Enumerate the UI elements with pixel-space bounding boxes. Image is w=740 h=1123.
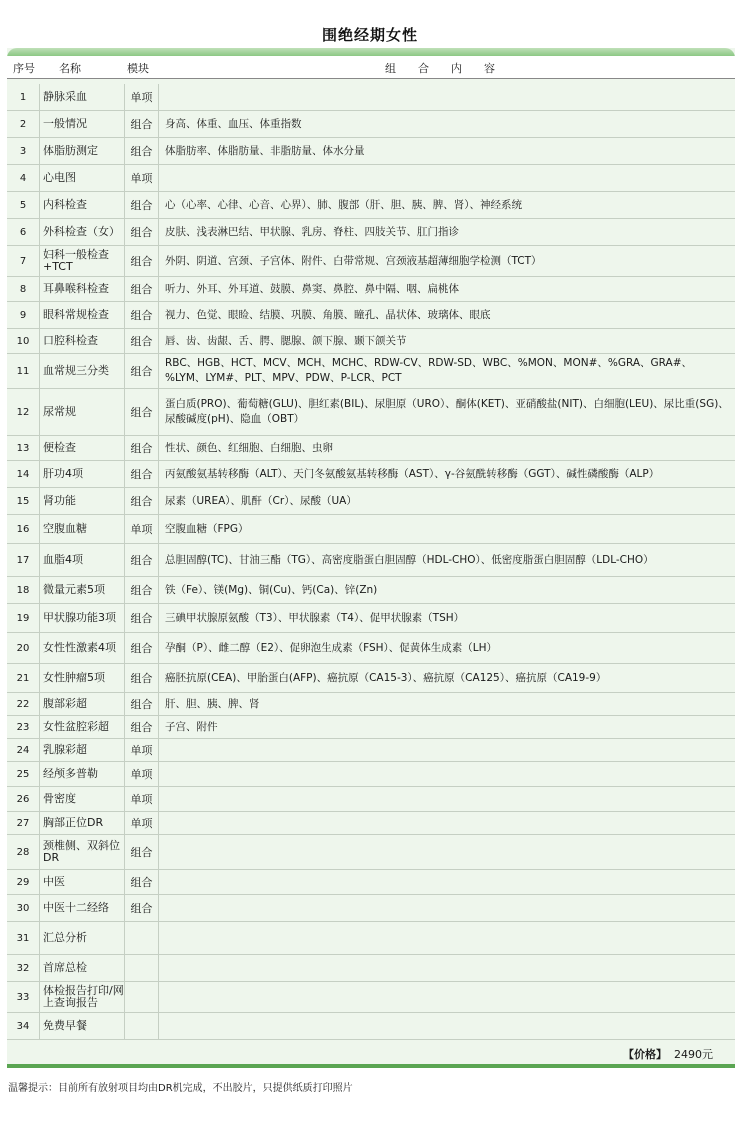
table-row bbox=[7, 693, 735, 716]
item-name: 女性盆腔彩超 bbox=[40, 716, 125, 738]
item-module bbox=[125, 955, 159, 981]
item-contents: 铁（Fe）、镁(Mg)、铜(Cu)、钙(Ca)、锌(Zn) bbox=[165, 583, 378, 596]
item-contents: 子宫、附件 bbox=[165, 720, 218, 733]
row-number: 22 bbox=[7, 693, 40, 715]
item-name: 血脂4项 bbox=[40, 544, 125, 576]
item-contents: 听力、外耳、外耳道、鼓膜、鼻窦、鼻腔、鼻中隔、咽、扁桃体 bbox=[165, 282, 459, 295]
row-number: 18 bbox=[7, 577, 40, 603]
item-module: 单项 bbox=[125, 739, 159, 761]
page-title: 围绝经期女性 bbox=[321, 26, 418, 44]
table-row bbox=[7, 895, 735, 922]
item-module: 组合 bbox=[125, 329, 159, 353]
item-module: 组合 bbox=[125, 895, 159, 921]
row-number: 27 bbox=[7, 812, 40, 834]
item-contents bbox=[159, 982, 735, 1012]
item-module bbox=[125, 922, 159, 954]
row-number: 32 bbox=[7, 955, 40, 981]
item-name: 一般情况 bbox=[40, 111, 125, 137]
item-module bbox=[125, 982, 159, 1012]
price-value: 2490元 bbox=[674, 1048, 713, 1061]
table-row bbox=[7, 922, 735, 955]
item-contents: 癌胚抗原(CEA)、甲胎蛋白(AFP)、癌抗原（CA15-3）、癌抗原（CA125）、癌抗原（CA19-9） bbox=[165, 671, 607, 684]
table-row bbox=[7, 246, 735, 277]
item-name: 静脉采血 bbox=[40, 84, 125, 110]
item-module: 单项 bbox=[125, 762, 159, 786]
item-name: 乳腺彩超 bbox=[40, 739, 125, 761]
header-no: 序号 bbox=[13, 62, 35, 75]
footnote: 温馨提示：目前所有放射项目均由DR机完成，不出胶片，只提供纸质打印照片 bbox=[8, 1083, 353, 1094]
item-contents bbox=[159, 922, 735, 954]
item-contents: 视力、色觉、眼睑、结膜、巩膜、角膜、瞳孔、晶状体、玻璃体、眼底 bbox=[165, 308, 491, 321]
header-name: 名称 bbox=[59, 62, 81, 75]
table-row bbox=[7, 835, 735, 870]
row-number: 12 bbox=[7, 389, 40, 435]
row-number: 14 bbox=[7, 461, 40, 487]
footer-divider bbox=[7, 1064, 735, 1068]
item-module: 单项 bbox=[125, 812, 159, 834]
item-contents: 外阴、阴道、宫颈、子宫体、附件、白带常规、宫颈液基超薄细胞学检测（TCT） bbox=[165, 254, 542, 267]
item-module: 组合 bbox=[125, 389, 159, 435]
item-name: 外科检查（女） bbox=[40, 219, 125, 245]
row-number: 13 bbox=[7, 436, 40, 460]
row-number: 9 bbox=[7, 302, 40, 328]
row-number: 21 bbox=[7, 664, 40, 692]
row-number: 19 bbox=[7, 604, 40, 632]
item-module: 组合 bbox=[125, 219, 159, 245]
item-name: 甲状腺功能3项 bbox=[40, 604, 125, 632]
table-row bbox=[7, 870, 735, 895]
item-name: 汇总分析 bbox=[40, 922, 125, 954]
item-contents bbox=[159, 955, 735, 981]
item-name: 胸部正位DR bbox=[40, 812, 125, 834]
row-number: 25 bbox=[7, 762, 40, 786]
item-contents bbox=[159, 762, 735, 786]
item-module: 组合 bbox=[125, 577, 159, 603]
row-number: 4 bbox=[7, 165, 40, 191]
row-number: 30 bbox=[7, 895, 40, 921]
row-number: 29 bbox=[7, 870, 40, 894]
row-number: 20 bbox=[7, 633, 40, 663]
item-contents bbox=[159, 84, 735, 110]
item-name: 口腔科检查 bbox=[40, 329, 125, 353]
table-row bbox=[7, 461, 735, 488]
table-row bbox=[7, 716, 735, 739]
item-name: 尿常规 bbox=[40, 389, 125, 435]
item-contents: 肝、胆、胰、脾、肾 bbox=[165, 697, 260, 710]
row-number: 8 bbox=[7, 277, 40, 301]
table-row bbox=[7, 389, 735, 436]
item-name: 中医十二经络 bbox=[40, 895, 125, 921]
item-name: 便检查 bbox=[40, 436, 125, 460]
item-module: 组合 bbox=[125, 835, 159, 869]
item-module: 组合 bbox=[125, 716, 159, 738]
item-contents bbox=[159, 165, 735, 191]
header-module: 模块 bbox=[127, 62, 149, 75]
item-module: 组合 bbox=[125, 192, 159, 218]
row-number: 31 bbox=[7, 922, 40, 954]
table-row bbox=[7, 739, 735, 762]
table-row bbox=[7, 138, 735, 165]
item-contents: 蛋白质(PRO)、葡萄糖(GLU)、胆红素(BIL)、尿胆原（URO）、酮体(KET)、亚硝酸盐(NIT)、白细胞(LEU)、尿比重(SG)、尿酸碱度(pH)、隐血（OBT） bbox=[165, 398, 729, 425]
table-row bbox=[7, 577, 735, 604]
item-module: 单项 bbox=[125, 787, 159, 811]
item-module: 组合 bbox=[125, 693, 159, 715]
table-row bbox=[7, 192, 735, 219]
header-combo: 组 合 内 容 bbox=[385, 62, 495, 75]
table-row bbox=[7, 762, 735, 787]
item-module: 组合 bbox=[125, 544, 159, 576]
package-table bbox=[7, 48, 735, 1066]
table-row bbox=[7, 1013, 735, 1040]
price-label: 【价格】 bbox=[623, 1048, 667, 1061]
item-name: 肝功4项 bbox=[40, 461, 125, 487]
item-name: 心电图 bbox=[40, 165, 125, 191]
table-row bbox=[7, 955, 735, 982]
table-row bbox=[7, 84, 735, 111]
table-row bbox=[7, 604, 735, 633]
item-contents bbox=[159, 895, 735, 921]
item-module: 单项 bbox=[125, 165, 159, 191]
price-footer bbox=[7, 1042, 735, 1066]
item-name: 女性性激素4项 bbox=[40, 633, 125, 663]
item-name: 妇科一般检查+TCT bbox=[40, 246, 125, 276]
price bbox=[623, 1046, 713, 1062]
item-contents bbox=[159, 787, 735, 811]
table-row bbox=[7, 812, 735, 835]
table-row bbox=[7, 633, 735, 664]
table-row bbox=[7, 544, 735, 577]
row-number: 10 bbox=[7, 329, 40, 353]
item-module: 组合 bbox=[125, 111, 159, 137]
item-contents: RBC、HGB、HCT、MCV、MCH、MCHC、RDW-CV、RDW-SD、WBC、%MON、MON#、%GRA、GRA#、%LYM、LYM#、PLT、MPV、PDW、P-LCR、PCT bbox=[165, 357, 693, 384]
item-name: 颈椎侧、双斜位DR bbox=[40, 835, 125, 869]
item-module: 组合 bbox=[125, 633, 159, 663]
table-row bbox=[7, 664, 735, 693]
item-name: 女性肿瘤5项 bbox=[40, 664, 125, 692]
item-name: 经颅多普勒 bbox=[40, 762, 125, 786]
row-number: 23 bbox=[7, 716, 40, 738]
item-name: 中医 bbox=[40, 870, 125, 894]
item-name: 耳鼻喉科检查 bbox=[40, 277, 125, 301]
row-number: 34 bbox=[7, 1013, 40, 1039]
item-module: 组合 bbox=[125, 604, 159, 632]
row-number: 33 bbox=[7, 982, 40, 1012]
item-contents bbox=[159, 870, 735, 894]
item-name: 体检报告打印/网上查询报告 bbox=[40, 982, 125, 1012]
item-module: 组合 bbox=[125, 277, 159, 301]
item-name: 免费早餐 bbox=[40, 1013, 125, 1039]
item-contents: 总胆固醇(TC)、甘油三酯（TG）、高密度脂蛋白胆固醇（HDL-CHO）、低密度脂蛋白胆固醇（LDL-CHO） bbox=[165, 553, 654, 566]
item-module bbox=[125, 1013, 159, 1039]
item-module: 组合 bbox=[125, 664, 159, 692]
item-contents: 三碘甲状腺原氨酸（T3）、甲状腺素（T4）、促甲状腺素（TSH） bbox=[165, 611, 465, 624]
item-module: 组合 bbox=[125, 436, 159, 460]
table-row bbox=[7, 436, 735, 461]
table-row bbox=[7, 329, 735, 354]
item-contents: 皮肤、浅表淋巴结、甲状腺、乳房、脊柱、四肢关节、肛门指诊 bbox=[165, 225, 459, 238]
item-contents bbox=[159, 812, 735, 834]
item-name: 空腹血糖 bbox=[40, 515, 125, 543]
table-row bbox=[7, 219, 735, 246]
item-name: 骨密度 bbox=[40, 787, 125, 811]
row-number: 3 bbox=[7, 138, 40, 164]
item-name: 眼科常规检查 bbox=[40, 302, 125, 328]
row-number: 24 bbox=[7, 739, 40, 761]
item-contents: 心（心率、心律、心音、心界）、肺、腹部（肝、胆、胰、脾、肾）、神经系统 bbox=[165, 198, 522, 211]
table-row bbox=[7, 277, 735, 302]
item-name: 肾功能 bbox=[40, 488, 125, 514]
item-contents: 体脂肪率、体脂肪量、非脂肪量、体水分量 bbox=[165, 144, 365, 157]
item-name: 内科检查 bbox=[40, 192, 125, 218]
item-contents: 身高、体重、血压、体重指数 bbox=[165, 117, 302, 130]
row-number: 28 bbox=[7, 835, 40, 869]
item-contents: 孕酮（P）、雌二醇（E2）、促卵泡生成素（FSH）、促黄体生成素（LH） bbox=[165, 641, 498, 654]
table-row bbox=[7, 982, 735, 1013]
item-module: 组合 bbox=[125, 354, 159, 388]
table-row bbox=[7, 488, 735, 515]
item-contents: 空腹血糖（FPG） bbox=[165, 522, 249, 535]
item-contents: 尿素（UREA）、肌酐（Cr）、尿酸（UA） bbox=[165, 494, 357, 507]
row-number: 26 bbox=[7, 787, 40, 811]
table-row bbox=[7, 787, 735, 812]
row-number: 6 bbox=[7, 219, 40, 245]
item-name: 首席总检 bbox=[40, 955, 125, 981]
item-contents bbox=[159, 1013, 735, 1039]
item-contents: 唇、齿、齿龈、舌、腭、腮腺、颌下腺、颞下颌关节 bbox=[165, 334, 407, 347]
row-number: 2 bbox=[7, 111, 40, 137]
row-number: 7 bbox=[7, 246, 40, 276]
item-contents: 性状、颜色、红细胞、白细胞、虫卵 bbox=[165, 441, 333, 454]
item-module: 单项 bbox=[125, 515, 159, 543]
item-contents bbox=[159, 739, 735, 761]
table-row bbox=[7, 515, 735, 544]
table-row bbox=[7, 165, 735, 192]
row-number: 1 bbox=[7, 84, 40, 110]
row-number: 17 bbox=[7, 544, 40, 576]
table-header bbox=[7, 56, 735, 79]
table-body bbox=[7, 84, 735, 1040]
item-contents: 丙氨酸氨基转移酶（ALT）、天门冬氨酸氨基转移酶（AST）、γ-谷氨酰转移酶（GGT）、碱性磷酸酶（ALP） bbox=[165, 467, 660, 480]
table-row bbox=[7, 302, 735, 329]
item-name: 体脂肪测定 bbox=[40, 138, 125, 164]
item-module: 组合 bbox=[125, 461, 159, 487]
row-number: 16 bbox=[7, 515, 40, 543]
item-contents bbox=[159, 835, 735, 869]
item-module: 组合 bbox=[125, 138, 159, 164]
table-row bbox=[7, 354, 735, 389]
item-name: 腹部彩超 bbox=[40, 693, 125, 715]
row-number: 11 bbox=[7, 354, 40, 388]
item-name: 微量元素5项 bbox=[40, 577, 125, 603]
table-row bbox=[7, 111, 735, 138]
row-number: 5 bbox=[7, 192, 40, 218]
row-number: 15 bbox=[7, 488, 40, 514]
item-module: 组合 bbox=[125, 488, 159, 514]
item-module: 组合 bbox=[125, 302, 159, 328]
item-name: 血常规三分类 bbox=[40, 354, 125, 388]
item-module: 单项 bbox=[125, 84, 159, 110]
item-module: 组合 bbox=[125, 246, 159, 276]
item-module: 组合 bbox=[125, 870, 159, 894]
